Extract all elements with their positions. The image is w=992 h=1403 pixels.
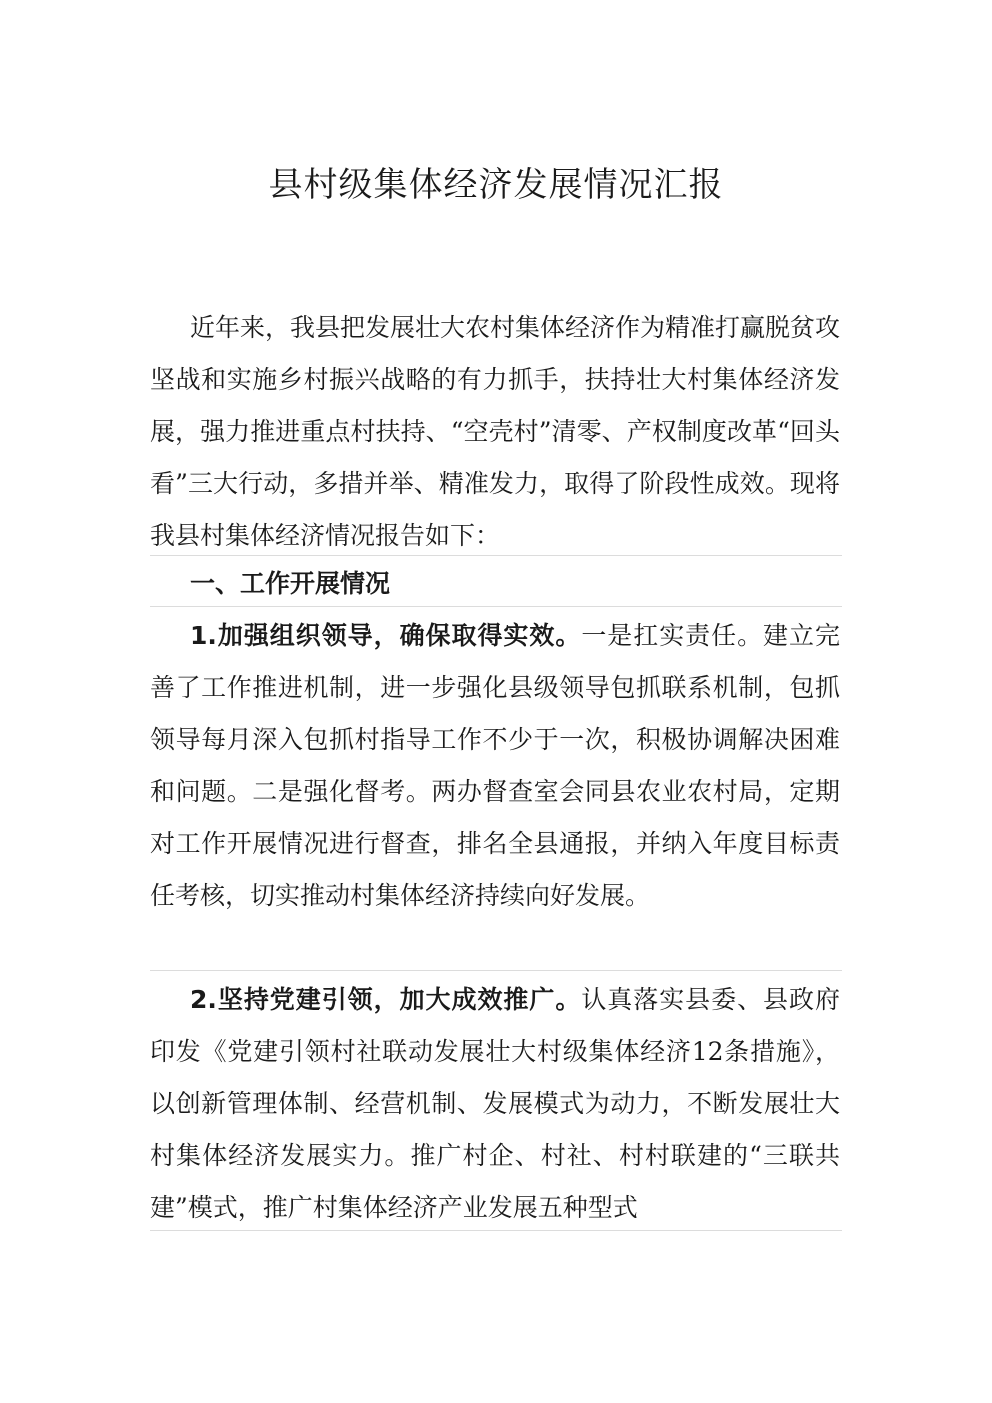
intro-paragraph: 近年来，我县把发展壮大农村集体经济作为精准打赢脱贫攻坚战和实施乡村振兴战略的有力抓手，扶持壮大村集体经济发展，强力推进重点村扶持、“空壳村”清零、产权制度改革“回头看”三大行动，多措并举、精准发力，取得了阶段性成效。现将我县村集体经济情况报告如下：: [150, 313, 841, 550]
item1-paragraph: [150, 610, 840, 922]
item2-text: 认真落实县委、县政府印发《党建引领村社联动发展壮大村级集体经济12条措施》，以创新管理体制、经营机制、发展模式为动力，不断发展壮大村集体经济发展实力。推广村企、村社、村村联建的“三联共建”模式，推广村集体经济产业发展五种型式: [150, 985, 840, 1222]
document-title: 县村级集体经济发展情况汇报: [268, 165, 724, 205]
item1-text: 一是扛实责任。建立完善了工作推进机制，进一步强化县级领导包抓联系机制，包抓领导每月深入包抓村指导工作不少于一次，积极协调解决困难和问题。二是强化督考。两办督查室会同县农业农村局，定期对工作开展情况进行督查，排名全县通报，并纳入年度目标责任考核，切实推动村集体经济持续向好发展。: [150, 621, 840, 910]
divider: [150, 555, 842, 556]
item2-paragraph: [150, 974, 840, 1234]
divider: [150, 606, 842, 607]
item2-lead: 2.坚持党建引领，加大成效推广。: [190, 985, 582, 1014]
divider: [150, 1230, 842, 1231]
divider: [150, 970, 842, 971]
item1-lead: 1.加强组织领导，确保取得实效。: [190, 621, 582, 650]
section-heading: 一、工作开展情况: [190, 569, 391, 598]
